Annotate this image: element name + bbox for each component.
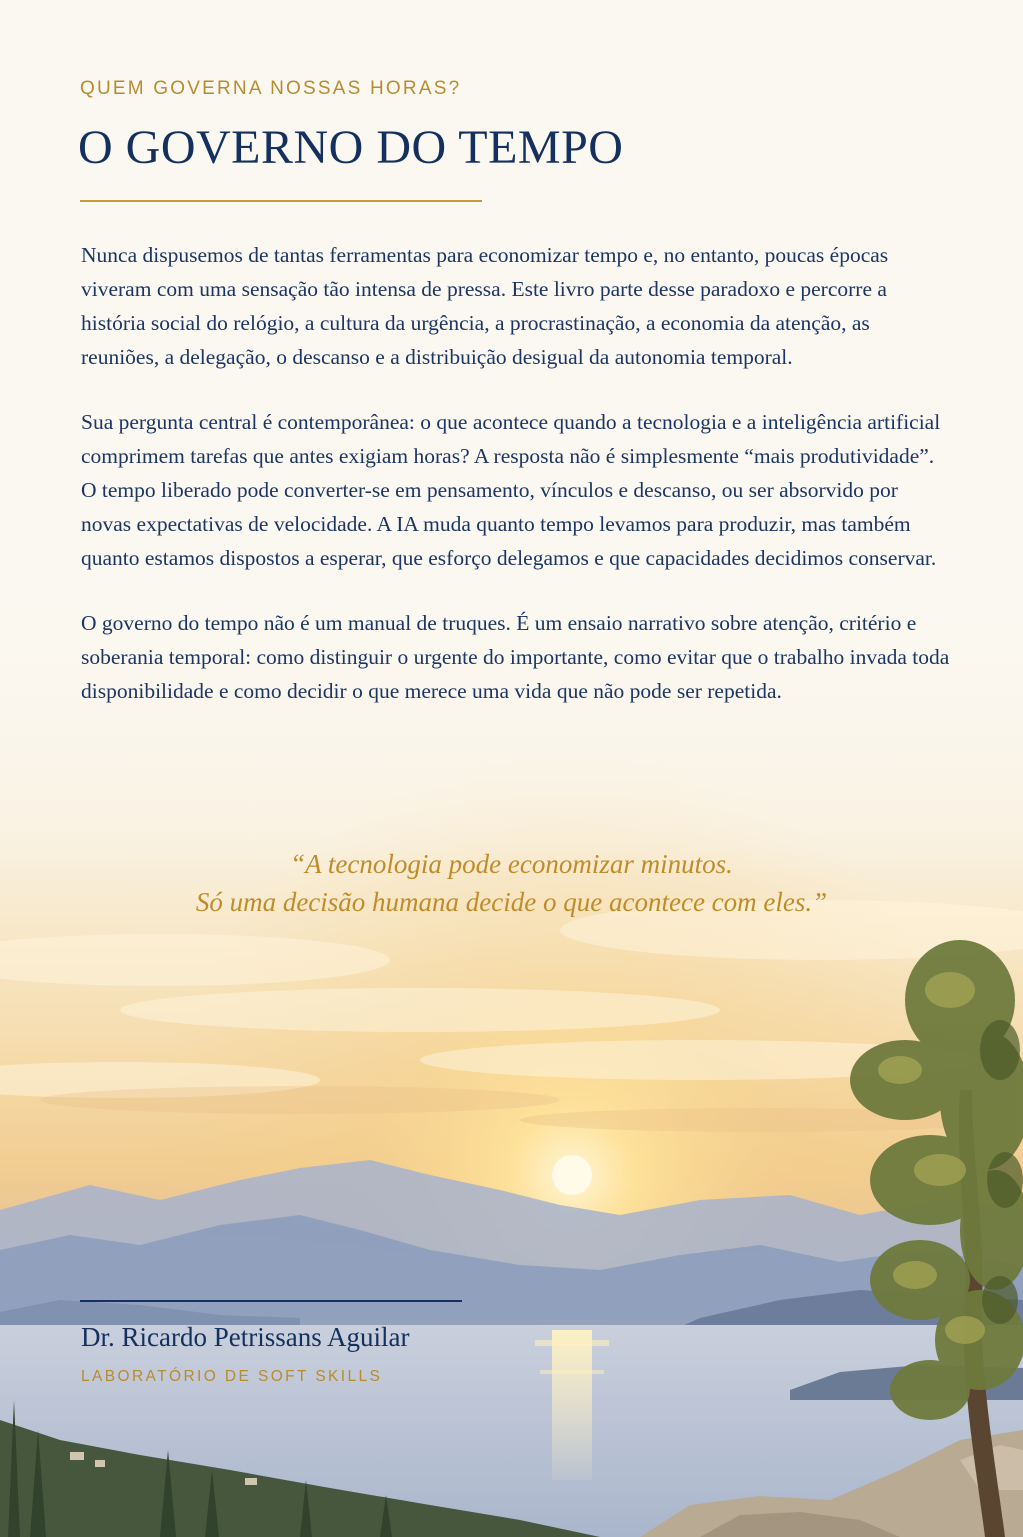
pull-quote — [0, 845, 1023, 921]
organization-name: LABORATÓRIO DE SOFT SKILLS — [81, 1368, 383, 1385]
synopsis — [81, 238, 953, 739]
paragraph: O governo do tempo não é um manual de truques. É um ensaio narrativo sobre atenção, critério e soberania temporal: como distinguir o urgente do importante, como evitar que o trabalho invada toda disponibilidade e como decidir o que merece uma vida que não pode ser repetida. — [81, 611, 950, 703]
title-divider — [80, 200, 482, 202]
kicker-subtitle: QUEM GOVERNA NOSSAS HORAS? — [80, 78, 462, 99]
quote-line: “A tecnologia pode economizar minutos. — [290, 849, 733, 879]
paragraph: Sua pergunta central é contemporânea: o que acontece quando a tecnologia e a inteligência artificial comprimem tarefas que antes exigiam horas? A resposta não é simplesmente “mais produtividade”. O tempo liberado pode converter-se em pensamento, vínculos e descanso, ou ser absorvido por novas expectativas de velocidade. A IA muda quanto tempo levamos para produzir, mas também quanto estamos dispostos a esperar, que esforço delegamos e que capacidades decidimos conservar. — [81, 410, 941, 570]
page-title: O GOVERNO DO TEMPO — [78, 121, 624, 174]
paragraph: Nunca dispusemos de tantas ferramentas para economizar tempo e, no entanto, poucas épocas viveram com uma sensação tão intensa de pressa. Este livro parte desse paradoxo e percorre a história social do relógio, a cultura da urgência, a procrastinação, a economia da atenção, as reuniões, a delegação, o descanso e a distribuição desigual da autonomia temporal. — [81, 243, 889, 369]
sun — [552, 1155, 592, 1195]
quote-line: Só uma decisão humana decide o que acontece com eles.” — [195, 887, 828, 917]
author-divider — [80, 1300, 462, 1302]
author-name: Dr. Ricardo Petrissans Aguilar — [81, 1322, 410, 1352]
